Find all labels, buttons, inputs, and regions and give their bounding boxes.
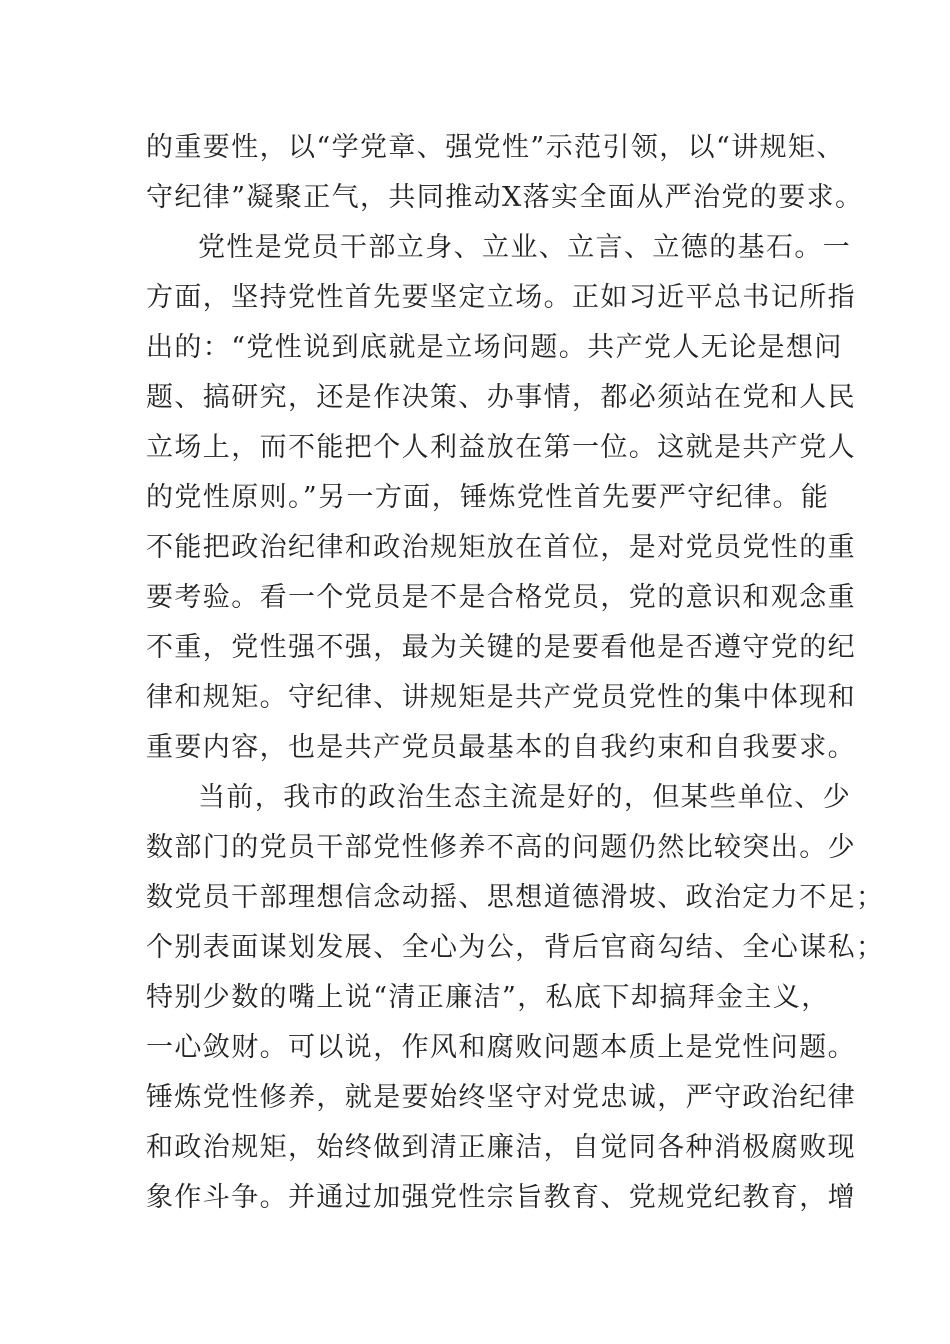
text-line: 特别少数的嘴上说“清正廉洁”，私底下却搞拜金主义， xyxy=(146,982,830,1013)
text-line: 数部门的党员干部党性修养不高的问题仍然比较突出。少 xyxy=(146,832,856,863)
text-line: 不重，党性强不强，最为关键的是要看他是否遵守党的纪 xyxy=(146,632,856,663)
text-line: 一心敛财。可以说，作风和腐败问题本质上是党性问题。 xyxy=(146,1032,856,1063)
paragraph-start-line: 当前，我市的政治生态主流是好的，但某些单位、少 xyxy=(198,782,852,813)
text-line: 重要内容，也是共产党员最基本的自我约束和自我要求。 xyxy=(146,732,856,763)
text-line: 的党性原则。”另一方面，锤炼党性首先要严守纪律。能 xyxy=(146,482,830,513)
text-line: 不能把政治纪律和政治规矩放在首位，是对党员党性的重 xyxy=(146,532,856,563)
paragraph-start-line: 党性是党员干部立身、立业、立言、立德的基石。一 xyxy=(198,232,852,263)
text-line: 律和规矩。守纪律、讲规矩是共产党员党性的集中体现和 xyxy=(146,682,856,713)
text-line: 象作斗争。并通过加强党性宗旨教育、党规党纪教育，增 xyxy=(146,1182,856,1213)
text-line: 出的：“党性说到底就是立场问题。共产党人无论是想问 xyxy=(146,332,843,363)
text-line: 要考验。看一个党员是不是合格党员，党的意识和观念重 xyxy=(146,582,856,613)
text-line: 个别表面谋划发展、全心为公，背后官商勾结、全心谋私； xyxy=(146,932,885,963)
text-line: 立场上，而不能把个人利益放在第一位。这就是共产党人 xyxy=(146,432,856,463)
text-line: 数党员干部理想信念动摇、思想道德滑坡、政治定力不足； xyxy=(146,882,885,913)
text-line: 守纪律”凝聚正气，共同推动X落实全面从严治党的要求。 xyxy=(146,182,864,213)
text-line: 的重要性，以“学党章、强党性”示范引领，以“讲规矩、 xyxy=(146,132,845,163)
text-line: 题、搞研究，还是作决策、办事情，都必须站在党和人民 xyxy=(146,382,856,413)
text-line: 锤炼党性修养，就是要始终坚守对党忠诚，严守政治纪律 xyxy=(146,1082,856,1113)
text-line: 方面，坚持党性首先要坚定立场。正如习近平总书记所指 xyxy=(146,282,856,313)
text-line: 和政治规矩，始终做到清正廉洁，自觉同各种消极腐败现 xyxy=(146,1132,856,1163)
